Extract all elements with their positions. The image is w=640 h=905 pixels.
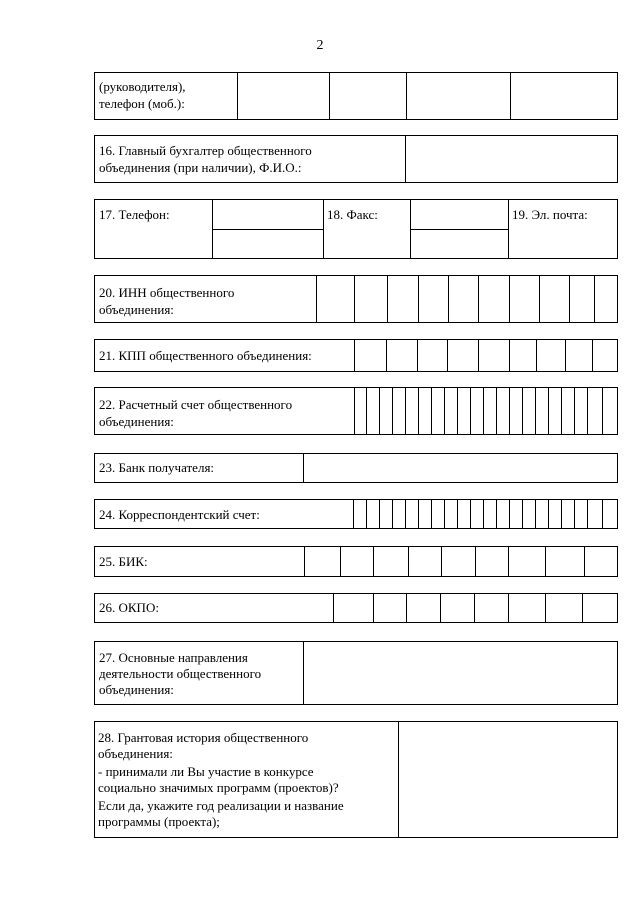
okpo-digit-cells[interactable]	[334, 594, 617, 622]
activities-label-3: объединения:	[99, 682, 174, 697]
settlement-account-row	[94, 387, 618, 435]
grant-history-label-5: Если да, укажите год реализации и название	[98, 798, 344, 813]
okpo-label: 26. ОКПО:	[99, 600, 159, 615]
manager-phone-field-4[interactable]	[511, 73, 617, 119]
chief-accountant-field[interactable]	[406, 136, 617, 182]
settlement-account-digit-cells[interactable]	[355, 388, 617, 434]
activities-label-2: деятельности общественного	[99, 666, 262, 681]
kpp-label: 21. КПП общественного объединения:	[99, 348, 312, 363]
chief-accountant-label-1: 16. Главный бухгалтер общественного	[99, 143, 312, 158]
manager-phone-field-2[interactable]	[330, 73, 406, 119]
grant-history-label-3: - принимали ли Вы участие в конкурсе	[98, 764, 314, 779]
bank-row	[94, 453, 618, 483]
fax-field-2[interactable]	[411, 230, 508, 258]
bik-label: 25. БИК:	[99, 554, 148, 569]
fax-field-1[interactable]	[411, 200, 508, 229]
email-field[interactable]	[509, 200, 617, 258]
fax-label: 18. Факс:	[327, 207, 378, 222]
inn-row	[94, 275, 618, 323]
activities-label-1: 27. Основные направления	[99, 650, 248, 665]
grant-history-label-4: социально значимых программ (проектов)?	[98, 780, 339, 795]
kpp-digit-cells[interactable]	[355, 340, 617, 371]
correspondent-account-row	[94, 499, 618, 529]
grant-history-label-2: объединения:	[98, 746, 173, 761]
grant-history-field[interactable]	[399, 722, 617, 837]
grant-history-row	[94, 721, 618, 838]
inn-digit-cells[interactable]	[317, 276, 617, 322]
phone-label: 17. Телефон:	[99, 207, 170, 222]
chief-accountant-label-2: объединения (при наличии), Ф.И.О.:	[99, 160, 302, 175]
contacts-row	[94, 199, 618, 259]
manager-phone-label-2: телефон (моб.):	[99, 96, 185, 111]
settlement-account-label-1: 22. Расчетный счет общественного	[99, 397, 293, 412]
activities-field[interactable]	[304, 642, 617, 704]
email-label: 19. Эл. почта:	[512, 207, 588, 222]
bik-digit-cells[interactable]	[305, 547, 617, 576]
grant-history-label-6: программы (проекта);	[98, 814, 220, 829]
activities-row	[94, 641, 618, 705]
correspondent-account-digit-cells[interactable]	[354, 500, 617, 528]
inn-label-1: 20. ИНН общественного	[99, 285, 235, 300]
settlement-account-label-2: объединения:	[99, 414, 174, 429]
bank-field[interactable]	[304, 454, 617, 482]
page-number: 2	[316, 38, 324, 53]
manager-phone-field-3[interactable]	[407, 73, 510, 119]
kpp-row	[94, 339, 618, 372]
inn-label-2: объединения:	[99, 302, 174, 317]
phone-field-1[interactable]	[213, 200, 323, 229]
correspondent-account-label: 24. Корреспондентский счет:	[99, 507, 260, 522]
bik-row	[94, 546, 618, 577]
chief-accountant-row	[94, 135, 618, 183]
manager-phone-row	[94, 72, 618, 120]
phone-field-2[interactable]	[213, 230, 323, 258]
manager-phone-field-1[interactable]	[238, 73, 329, 119]
grant-history-label-1: 28. Грантовая история общественного	[98, 730, 309, 745]
okpo-row	[94, 593, 618, 623]
bank-label: 23. Банк получателя:	[99, 460, 215, 475]
manager-phone-label-1: (руководителя),	[99, 79, 186, 94]
